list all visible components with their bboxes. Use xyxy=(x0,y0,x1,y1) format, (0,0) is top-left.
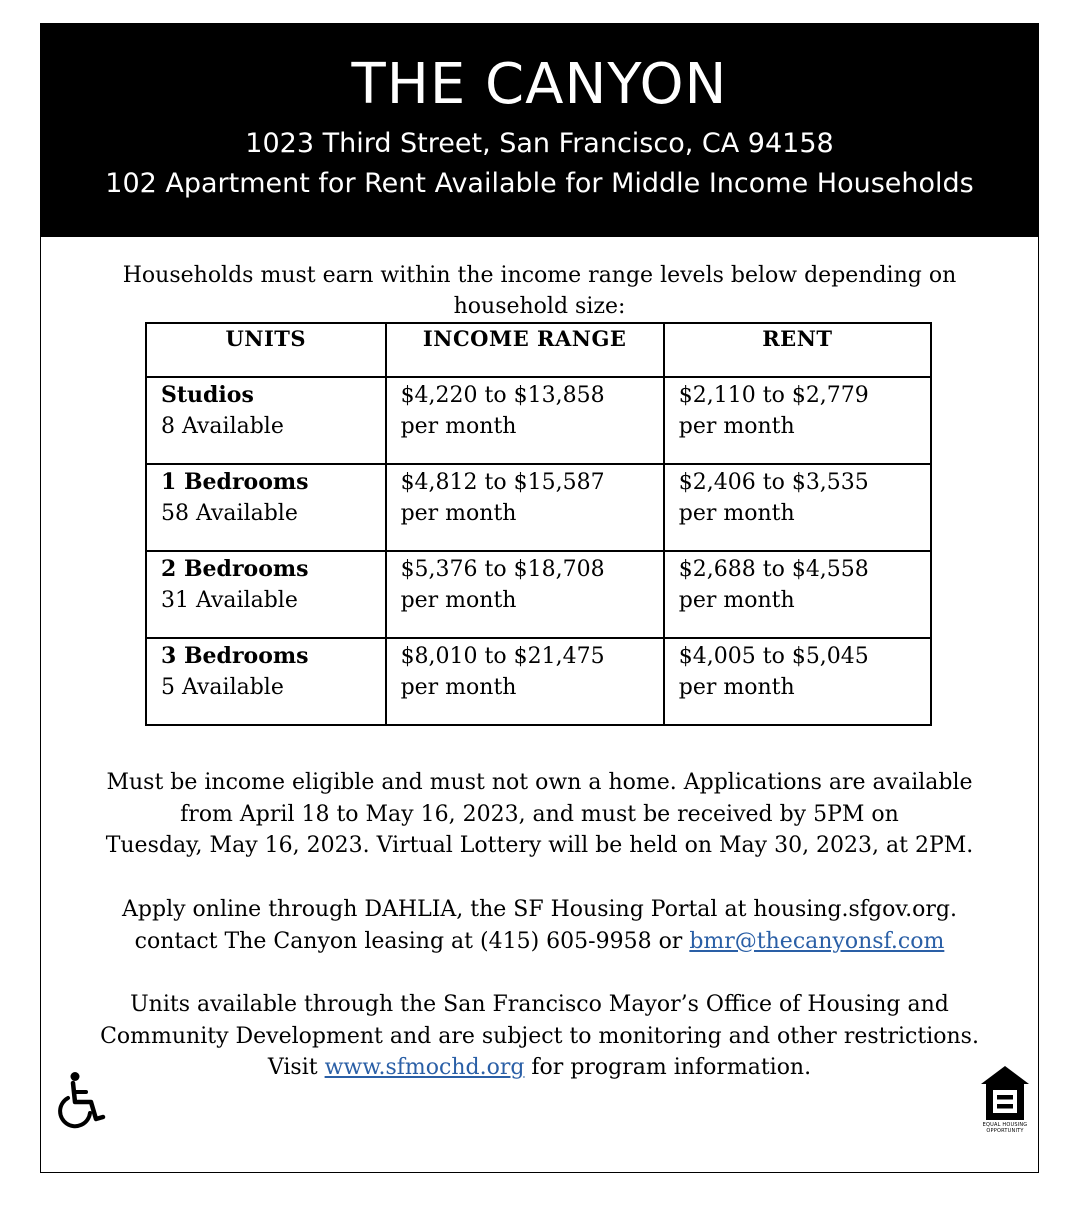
rent-period: per month xyxy=(678,414,795,439)
income-range: $4,812 to $15,587 xyxy=(400,470,605,495)
website-link[interactable]: www.sfmochd.org xyxy=(324,1055,525,1080)
equal-housing-label xyxy=(979,1122,1031,1134)
unit-type: 3 Bedrooms xyxy=(161,643,309,669)
income-cell xyxy=(386,464,664,551)
program-paragraph xyxy=(41,989,1038,1084)
equal-housing-opportunity-icon xyxy=(979,1064,1031,1138)
rent-range: $4,005 to $5,045 xyxy=(678,644,869,669)
listing-subtitle: 102 Apartment for Rent Available for Middle Income Households xyxy=(105,168,974,199)
table-header-row xyxy=(146,323,931,377)
rent-period: per month xyxy=(678,675,795,700)
eligibility-line-1: Must be income eligible and must not own a home. Applications are available xyxy=(106,770,973,795)
visit-text: Visit xyxy=(267,1055,325,1080)
rent-cell xyxy=(664,464,931,551)
email-link[interactable]: bmr@thecanyonsf.com xyxy=(689,928,945,954)
income-period: per month xyxy=(400,588,517,613)
rent-range: $2,406 to $3,535 xyxy=(678,470,869,495)
apply-line-2 xyxy=(41,926,1038,958)
income-period: per month xyxy=(400,414,517,439)
unit-availability: 31 Available xyxy=(161,588,298,613)
property-address: 1023 Third Street, San Francisco, CA 94158 xyxy=(245,128,834,159)
rent-cell xyxy=(664,377,931,464)
program-line-3 xyxy=(41,1052,1038,1084)
income-intro-line-2: household size: xyxy=(453,294,626,319)
unit-type: 2 Bedrooms xyxy=(161,556,309,582)
program-line-1: Units available through the San Francisco Mayor’s Office of Housing and xyxy=(130,992,949,1017)
income-cell xyxy=(386,551,664,638)
table-row xyxy=(146,464,931,551)
unit-cell xyxy=(146,377,386,464)
income-range: $5,376 to $18,708 xyxy=(400,557,605,582)
income-period: per month xyxy=(400,675,517,700)
unit-availability: 8 Available xyxy=(161,414,284,439)
rent-range: $2,110 to $2,779 xyxy=(678,383,869,408)
table-row xyxy=(146,377,931,464)
eligibility-paragraph xyxy=(41,767,1038,862)
table-row xyxy=(146,638,931,725)
wheelchair-icon xyxy=(58,1071,106,1129)
apply-line-1: Apply online through DAHLIA, the SF Housing Portal at housing.sfgov.org. xyxy=(122,897,957,922)
program-line-2: Community Development and are subject to monitoring and other restrictions. xyxy=(100,1023,979,1049)
eligibility-line-3: Tuesday, May 16, 2023. Virtual Lottery will be held on May 30, 2023, at 2PM. xyxy=(105,833,974,858)
rent-cell xyxy=(664,638,931,725)
flyer xyxy=(40,23,1039,1173)
income-intro xyxy=(41,260,1038,322)
rent-period: per month xyxy=(678,588,795,613)
rent-range: $2,688 to $4,558 xyxy=(678,557,869,582)
income-range: $8,010 to $21,475 xyxy=(400,644,605,669)
unit-cell xyxy=(146,464,386,551)
income-intro-line-1: Households must earn within the income range levels below depending on xyxy=(122,263,957,288)
program-info-text: for program information. xyxy=(524,1055,812,1080)
header-banner xyxy=(41,24,1038,237)
units-table xyxy=(145,322,932,726)
column-header-units: UNITS xyxy=(146,323,386,377)
income-cell xyxy=(386,638,664,725)
income-period: per month xyxy=(400,501,517,526)
rent-cell xyxy=(664,551,931,638)
unit-type: 1 Bedrooms xyxy=(161,469,309,495)
page-title: THE CANYON xyxy=(351,52,728,117)
column-header-rent: RENT xyxy=(664,323,931,377)
equal-housing-label-line-1: EQUAL HOUSING xyxy=(982,1122,1028,1128)
unit-availability: 5 Available xyxy=(161,675,284,700)
rent-period: per month xyxy=(678,501,795,526)
unit-availability: 58 Available xyxy=(161,501,298,526)
unit-type: Studios xyxy=(161,382,254,408)
eligibility-line-2: from April 18 to May 16, 2023, and must be received by 5PM on xyxy=(180,801,899,827)
income-range: $4,220 to $13,858 xyxy=(400,383,605,408)
apply-paragraph xyxy=(41,894,1038,957)
income-cell xyxy=(386,377,664,464)
column-header-income-range: INCOME RANGE xyxy=(386,323,664,377)
house-icon xyxy=(979,1064,1031,1122)
equal-housing-label-line-2: OPPORTUNITY xyxy=(986,1128,1024,1134)
unit-cell xyxy=(146,551,386,638)
unit-cell xyxy=(146,638,386,725)
table-row xyxy=(146,551,931,638)
contact-text: contact The Canyon leasing at (415) 605-9958 or xyxy=(134,928,690,954)
